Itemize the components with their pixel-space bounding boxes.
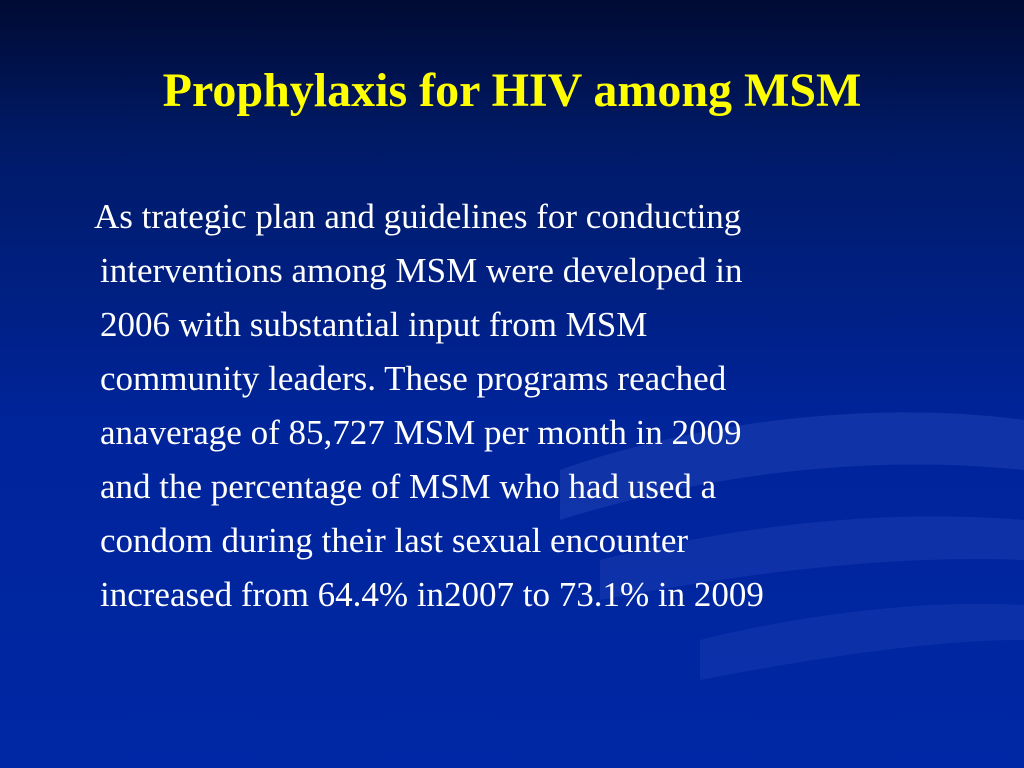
- body-line: 2006 with substantial input from MSM: [100, 305, 648, 344]
- body-line: condom during their last sexual encounter: [100, 521, 689, 560]
- body-line: As trategic plan and guidelines for conducting: [94, 197, 742, 236]
- body-line: interventions among MSM were developed in: [100, 251, 743, 290]
- body-line: increased from 64.4% in2007 to 73.1% in 2009: [100, 575, 764, 614]
- body-line: community leaders. These programs reached: [100, 359, 727, 398]
- slide-body-text: [94, 190, 930, 622]
- slide-title: Prophylaxis for HIV among MSM: [162, 64, 862, 117]
- body-line: anaverage of 85,727 MSM per month in 2009: [100, 413, 742, 452]
- body-line: and the percentage of MSM who had used a: [100, 467, 717, 506]
